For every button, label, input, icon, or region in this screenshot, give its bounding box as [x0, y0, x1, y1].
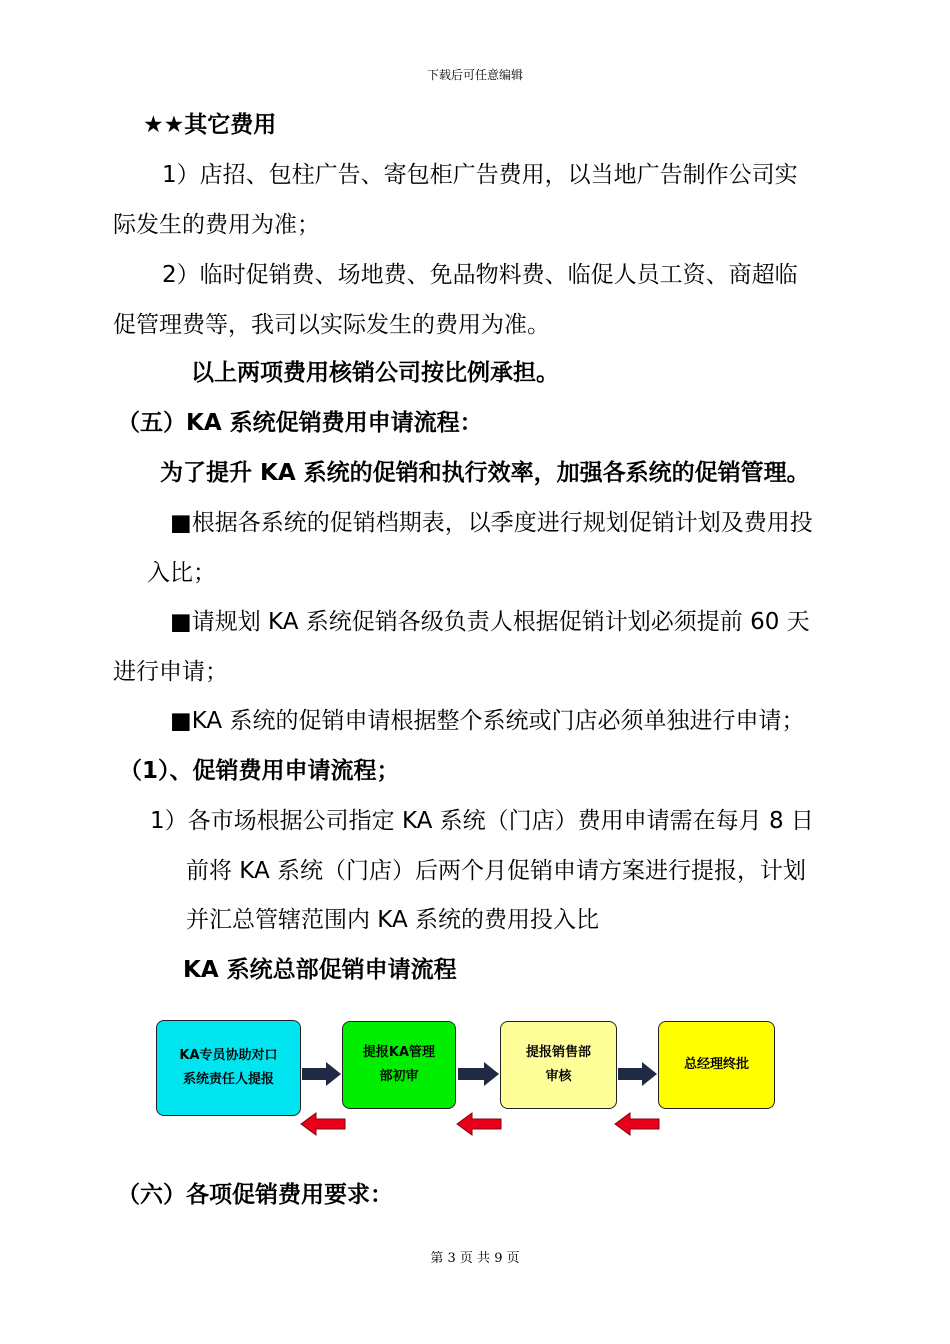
flow-back-arrow-1 [300, 1111, 346, 1137]
section5-heading: （五）KA 系统促销费用申请流程： [117, 410, 483, 436]
flow-title: KA 系统总部促销申请流程 [183, 957, 457, 983]
section5-bullet1-line1: ■根据各系统的促销档期表，以季度进行规划促销计划及费用投 [170, 510, 813, 536]
flow-step-3-line1: 提报销售部 [525, 1045, 591, 1060]
page-header: 下载后可任意编辑 [426, 68, 523, 82]
other-fees-item1-line1: 1）店招、包柱广告、寄包柜广告费用，以当地广告制作公司实 [162, 162, 798, 188]
flow-step-2-line1: 提报KA管理 [362, 1045, 436, 1060]
other-fees-item2-line2: 促管理费等，我司以实际发生的费用为准。 [113, 312, 550, 338]
flow-back-arrow-2 [456, 1111, 502, 1137]
other-fees-note: 以上两项费用核销公司按比例承担。 [191, 360, 559, 386]
flow-step-3 [500, 1021, 617, 1109]
flow-step-1-line2: 系统责任人提报 [182, 1072, 274, 1087]
section5-bullet1-line2: 入比； [147, 560, 216, 586]
flow-step-3-line2: 审核 [545, 1069, 572, 1084]
section5-bullet2-line1: ■请规划 KA 系统促销各级负责人根据促销计划必须提前 60 天 [170, 609, 810, 635]
section5-bullet3: ■KA 系统的促销申请根据整个系统或门店必须单独进行申请； [170, 708, 805, 734]
flow-back-arrow-3 [614, 1111, 660, 1137]
flow-step-4 [658, 1021, 775, 1109]
sub1-item-line3: 并汇总管辖范围内 KA 系统的费用投入比 [186, 907, 600, 933]
sub1-item-line2: 前将 KA 系统（门店）后两个月促销申请方案进行提报，计划 [186, 858, 807, 884]
section6-heading: （六）各项促销费用要求： [117, 1182, 393, 1208]
sub1-item-line1: 1）各市场根据公司指定 KA 系统（门店）费用申请需在每月 8 日 [150, 808, 814, 834]
flow-forward-arrow-2 [456, 1060, 500, 1088]
section5-purpose: 为了提升 KA 系统的促销和执行效率，加强各系统的促销管理。 [160, 460, 810, 486]
other-fees-item2-line1: 2）临时促销费、场地费、免品物料费、临促人员工资、商超临 [162, 262, 798, 288]
flow-step-2-line2: 部初审 [379, 1069, 419, 1084]
section5-bullet2-line2: 进行申请； [113, 659, 228, 685]
flow-step-4-line1: 总经理终批 [683, 1057, 749, 1072]
page-footer: 第 3 页 共 9 页 [430, 1251, 520, 1266]
flow-forward-arrow-3 [616, 1060, 658, 1088]
flow-step-2 [342, 1021, 456, 1109]
other-fees-title: ★★其它费用 [143, 112, 277, 138]
flow-step-1 [156, 1020, 301, 1116]
flow-forward-arrow-1 [300, 1060, 342, 1088]
sub1-heading: （1）、促销费用申请流程； [119, 758, 400, 784]
flow-step-1-line1: KA专员协助对口 [179, 1048, 278, 1063]
other-fees-item1-line2: 际发生的费用为准； [113, 212, 320, 238]
